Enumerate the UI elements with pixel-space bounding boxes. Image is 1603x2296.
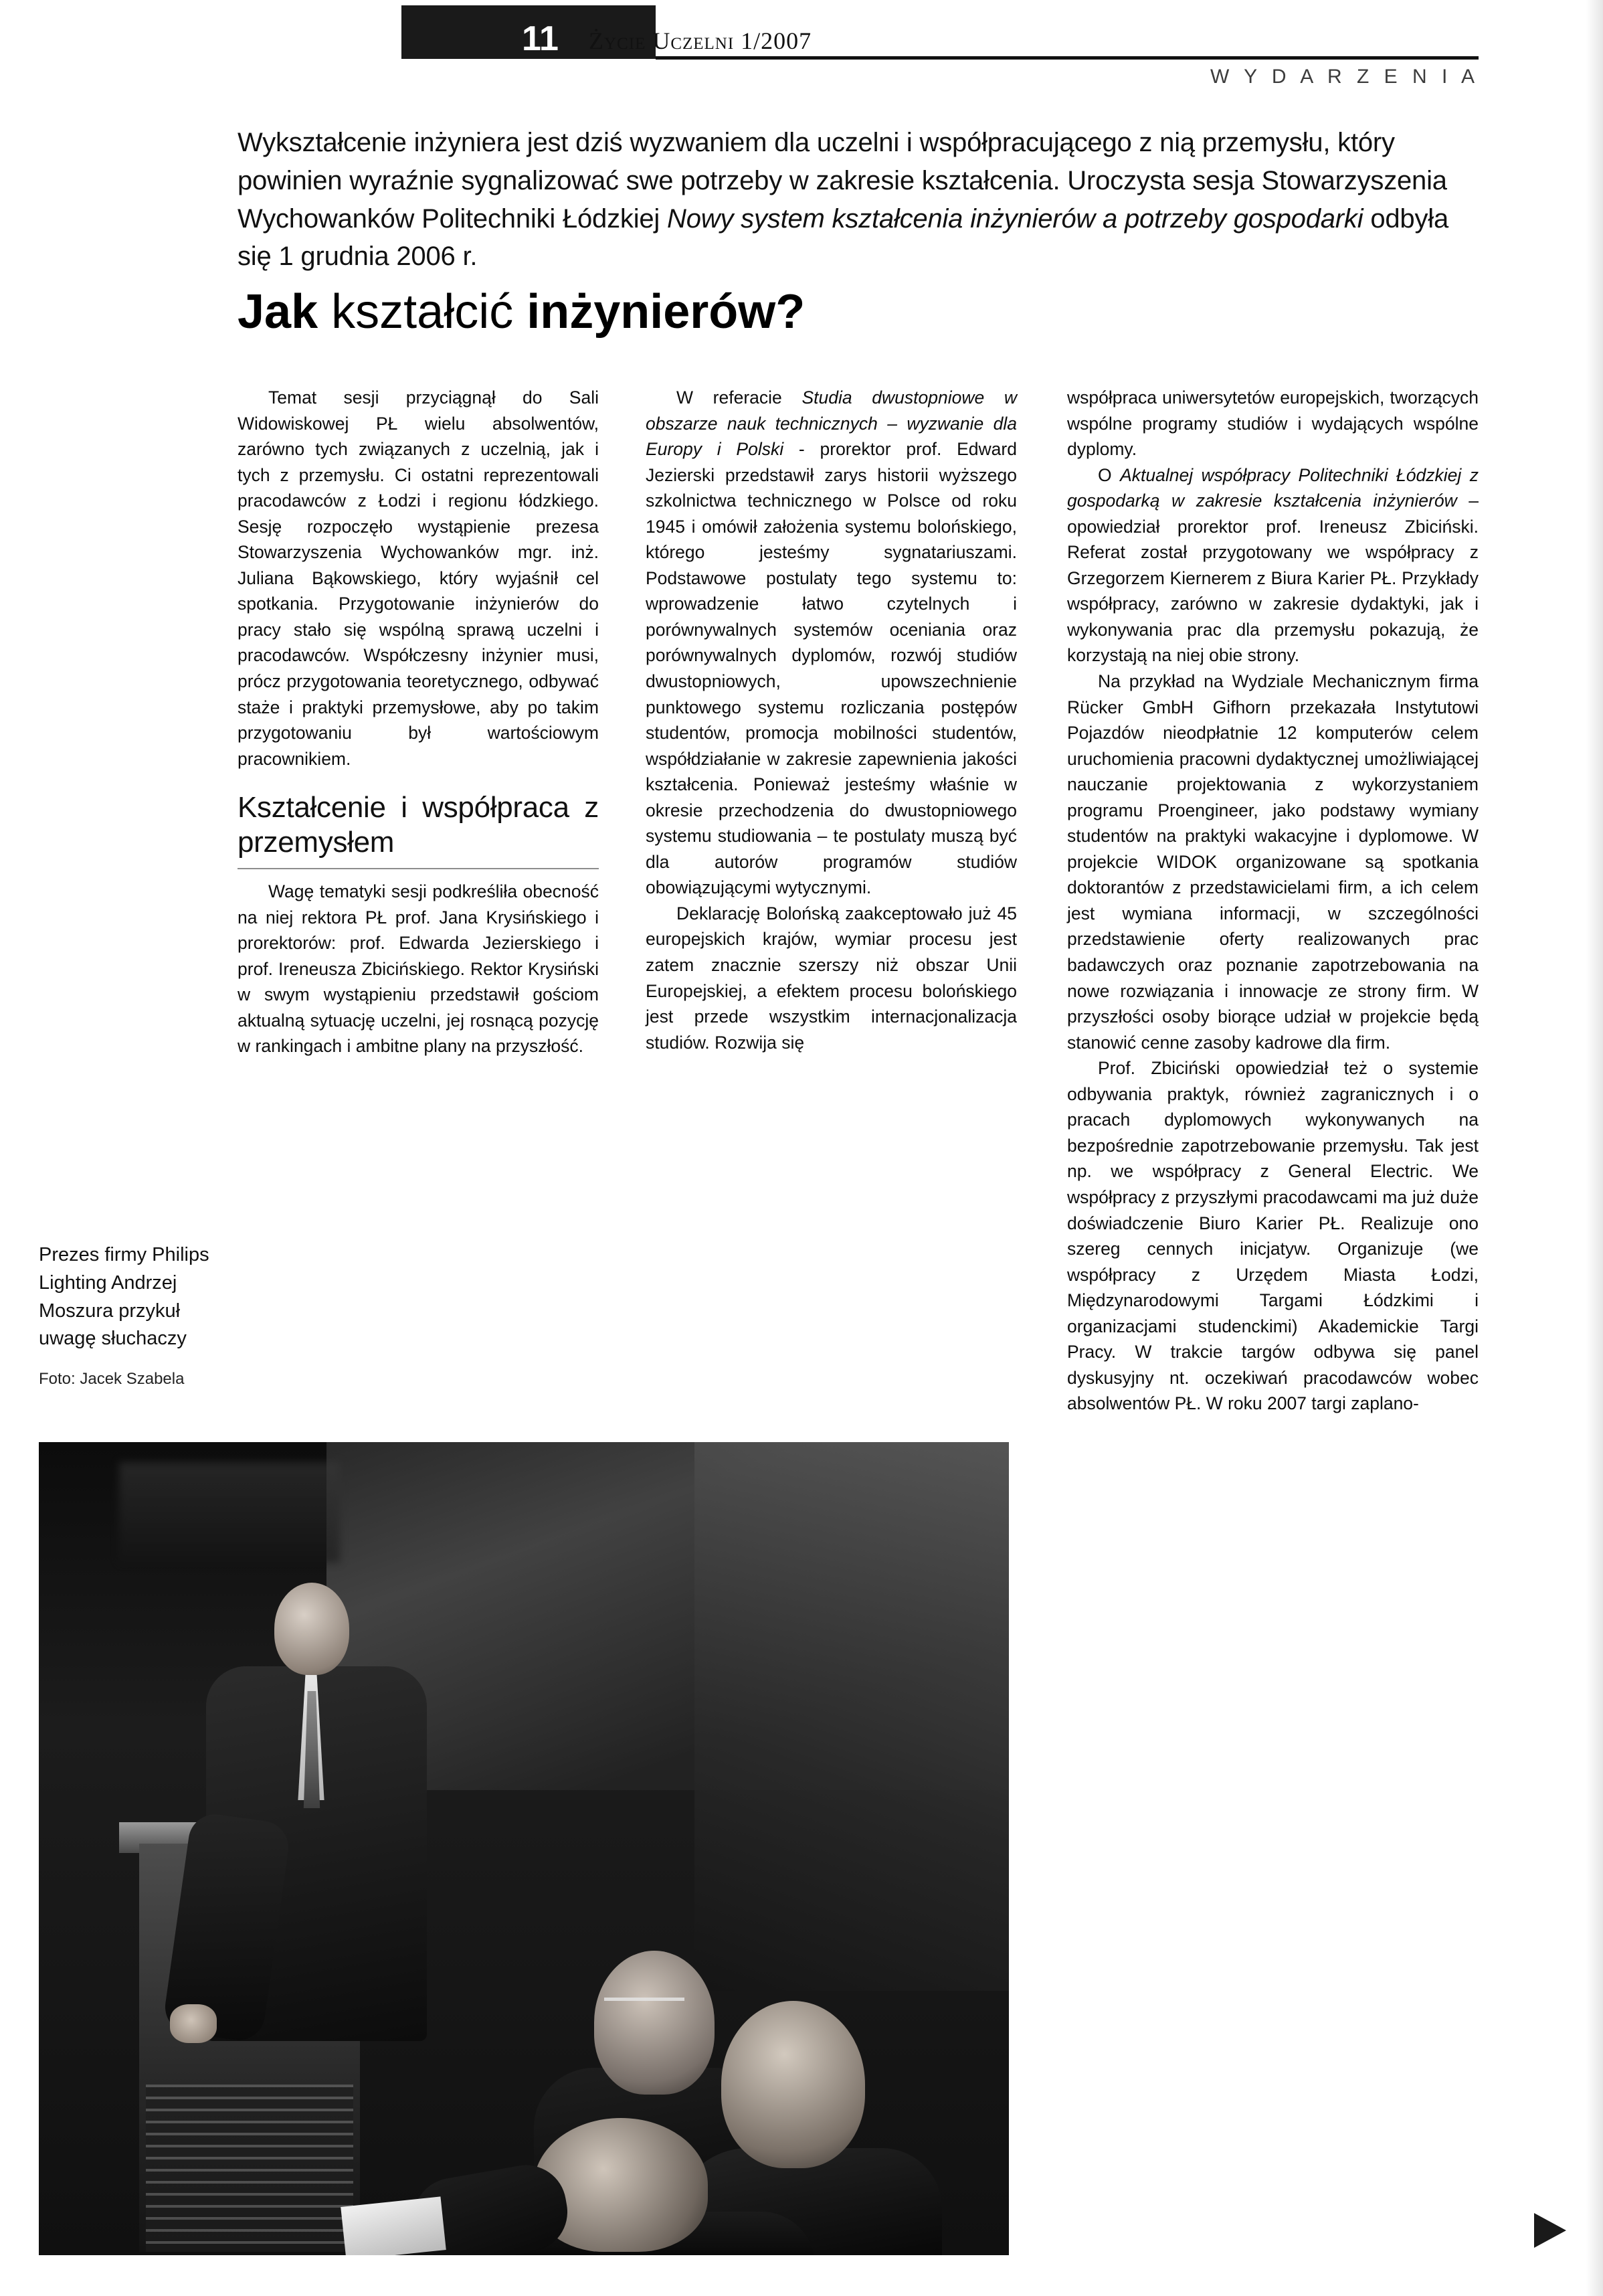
paragraph: Wagę tematyki sesji podkreśliła obecność na niej rektora PŁ prof. Jana Krysińskiego i prorektorów: prof. Edwarda Jezierskiego i prof. Ireneusza Zbicińskiego. Rektor Krysiński w swym wystąpieniu przedstawił gościom aktualną sytuację uczelni, jej rosnącą pozycję w rankingach i ambitne plany na przyszłość. <box>238 881 599 1057</box>
paragraph <box>646 385 1017 901</box>
paragraph: Temat sesji przyciągnął do Sali Widowiskowej PŁ wielu absolwentów, zarówno tych związanych z uczelnią, jak i tych z przemysłu. Ci ostatni reprezentowali pracodawców z Łodzi i regionu łódzkiego. Sesję rozpoczęło wystąpienie prezesa Stowarzyszenia Wychowanków mgr. inż. Juliana Bąkowskiego, który wyjaśnił cel spotkania. Przygotowanie inżynierów do pracy stało się wspólną sprawą uczelni i pracodawców. Współczesny inżynier musi, prócz przygotowania teoretycznego, odbywać staże i praktyki przemysłowe, aby po takim przygotowaniu był wartościowym pracownikiem. <box>238 387 599 769</box>
headline-part-3: inżynierów? <box>527 285 806 339</box>
photo-caption <box>39 1241 216 1391</box>
page-number: 11 <box>522 19 559 58</box>
subheading: Kształcenie i współpraca z przemysłem <box>238 791 599 859</box>
photo-paper-sheet <box>341 2196 446 2255</box>
paragraph: współpraca uniwersytetów europejskich, tworzących wspólne programy studiów i wydających wspólne dyplomy. <box>1067 387 1479 460</box>
photo-audience-1-head <box>594 1951 715 2095</box>
photo-podium-grille <box>146 2085 353 2252</box>
headline-part-1: Jak <box>238 285 318 339</box>
continuation-triangle-icon <box>1534 2213 1566 2248</box>
photo-lecture-hall <box>39 1442 1009 2255</box>
section-label: W Y D A R Z E N I A <box>1210 66 1479 88</box>
referat-title-italic: Aktualnej współpracy Politechniki Łódzkiej z gospodarką w zakresie kształcenia inżynierów <box>1067 464 1479 511</box>
caption-text: Prezes firmy Philips Lighting Andrzej Moszura przykuł uwagę słuchaczy <box>39 1244 209 1350</box>
paragraph <box>1067 462 1479 669</box>
lead-text-a: Wykształcenie inżyniera jest dziś wyzwaniem dla uczelni i współpracującego z nią przemysłu, który powinien wyraźnie sygnalizować swe potrzeby w zakresie kształcenia. Uroczysta sesja Stowarzyszenia Wychowanków Politechniki Łódzkiej <box>238 128 1447 234</box>
headline-part-2: kształcić <box>331 285 514 339</box>
referat-title-italic: Studia dwustopniowe w obszarze nauk technicznych – wyzwanie dla Europy i Polski <box>646 387 1017 460</box>
header-rule <box>656 56 1479 60</box>
photo-speaker-hand <box>170 2004 217 2043</box>
body-column-3 <box>1067 385 1479 1417</box>
lead-title-italic: Nowy system kształcenia inżynierów a potrzeby gospodarki <box>667 203 1363 234</box>
paragraph: Na przykład na Wydziale Mechanicznym firma Rücker GmbH Gifhorn przekazała Instytutowi Pojazdów nieodpłatnie 12 komputerów celem uruchomienia pracowni dydaktycznej umożliwiającej nauczanie projektowania z wykorzystaniem programu Proengineer, jako podstawy wymiany studentów na praktyki wakacyjne i dyplomowe. W projekcie WIDOK organizowane są spotkania doktorantów z przedstawicielami firm, a ich celem jest wymiana informacji, w szczególności przedstawienie oferty realizowanych prac badawczych oraz poznanie zapotrzebowania na nowe rozwiązania i innowacje ze strony firm. W przyszłości osoby biorące udział w projekcie będą stanowić cenne zasoby kadrowe dla firm. <box>1067 671 1479 1053</box>
glasses-icon <box>604 1998 684 2017</box>
photo-speaker-head <box>274 1583 349 1675</box>
paragraph: Prof. Zbiciński opowiedział też o systemie odbywania praktyk, również zagranicznych i o pracach dyplomowych wykonywanych na bezpośrednie zapotrzebowanie przemysłu. Tak jest np. we współpracy z General Electric. We współpracy z przyszłymi pracodawcami ma już duże doświadczenie Biuro Karier PŁ. Realizuje ono szereg cennych inicjatyw. Organizuje (we współpracy z Urzędem Miasta Łodzi, Międzynarodowymi Targami Łódzkimi i organizacjami studenckimi) Akademickie Targi Pracy. W trakcie targów odbywa się panel dyskusyjny nt. oczekiwań pracodawców wobec absolwentów PŁ. W roku 2007 targi zaplano- <box>1067 1058 1479 1414</box>
page-title <box>238 285 806 339</box>
body-column-1 <box>238 385 599 1059</box>
photo-audience-2-head <box>721 2001 865 2168</box>
text-run: W referacie <box>676 387 802 408</box>
photo-credit: Foto: Jacek Szabela <box>39 1370 185 1388</box>
page-edge-shading <box>1586 0 1603 2296</box>
body-column-2 <box>646 385 1017 1055</box>
photo-light-panel <box>119 1462 340 1563</box>
text-run: - prorektor prof. Edward Jezierski przedstawił zarys historii wyższego szkolnictwa technicznego w Polsce od roku 1945 i omówił założenia systemu bolońskiego, którego jesteśmy sygnatariuszami. Podstawowe postulaty tego systemu to: wprowadzenie łatwo czytelnych i porównywalnych systemów oceniania oraz porównywalnych dyplomów, rozwój studiów dwustopniowych, upowszechnienie punktowego systemu rozliczania postępów studentów, promocja mobilności studentów, współdziałanie w zakresie zapewnienia jakości kształcenia. Ponieważ jesteśmy właśnie w okresie przechodzenia do dwustopniowego systemu studiowania – te postulaty muszą być dla autorów programów studiów obowiązującymi wytycznymi. <box>646 439 1017 898</box>
text-run: O <box>1098 464 1121 485</box>
photo-back-wall-right <box>694 1442 1009 1991</box>
subheading-rule <box>238 868 599 869</box>
journal-title: Życie Uczelni 1/2007 <box>589 27 812 54</box>
lead-text-b: odbyła się 1 grudnia 2006 r. <box>238 203 1448 272</box>
lead-paragraph <box>238 124 1479 276</box>
paragraph: Deklarację Bolońską zaakceptowało już 45 europejskich krajów, wymiar procesu jest zatem znacznie szerszy niż obszar Unii Europejskiej, a efektem procesu bolońskiego jest przede wszystkim internacjonalizacja studiów. Rozwija się <box>646 903 1017 1053</box>
text-run: – opowiedział prorektor prof. Ireneusz Zbiciński. Referat został przygotowany we współpracy z Grzegorzem Kiernerem z Biura Karier PŁ. Przykłady współpracy, zarówno w zakresie dydaktyki, jak i wykonywania prac dla przemysłu pokazują, że korzystają na niej obie strony. <box>1067 491 1479 666</box>
